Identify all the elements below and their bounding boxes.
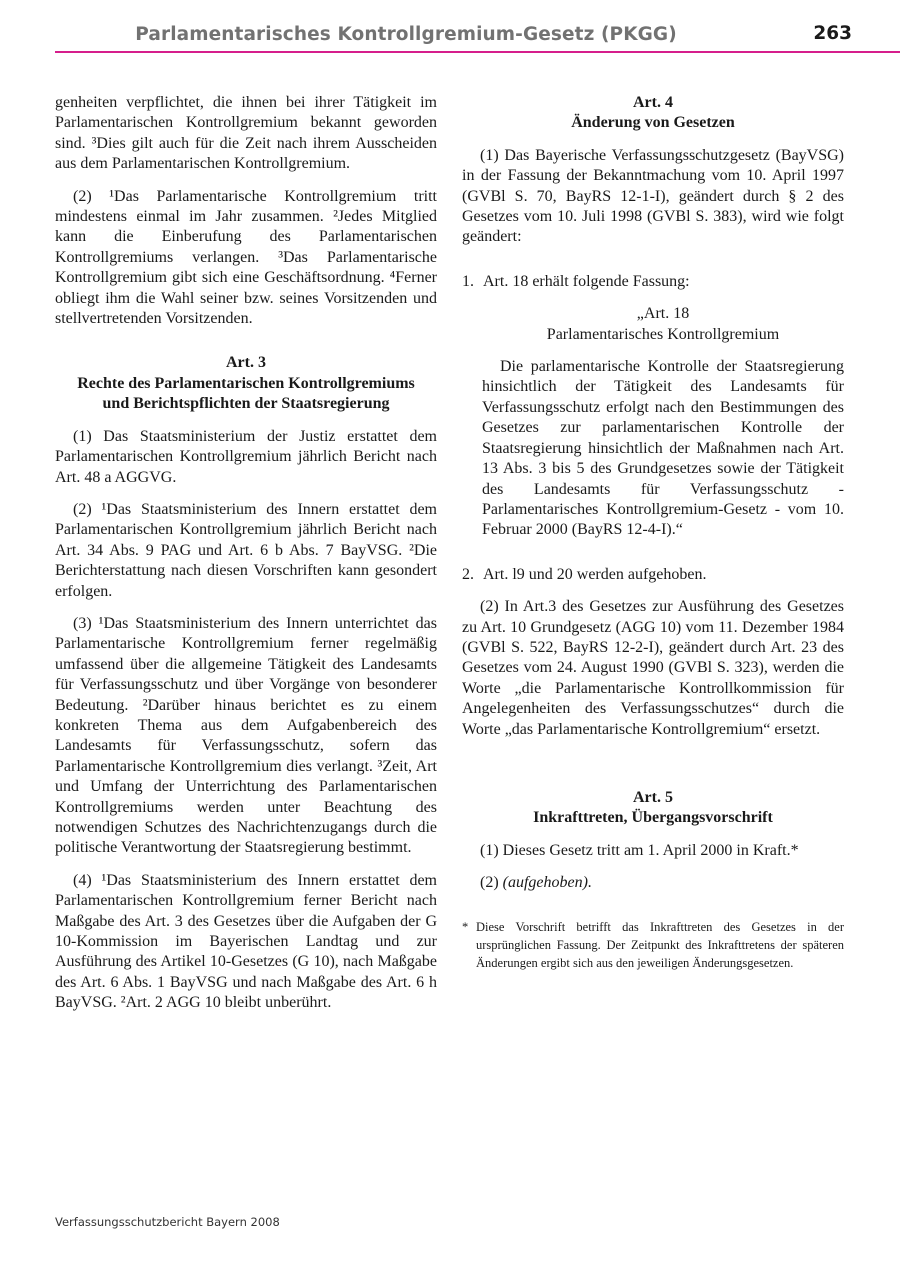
list-number: 1. [462,272,474,290]
list-text: Art. 18 erhält folgende Fassung: [483,272,690,290]
art3-title-line-1: Rechte des Parlamentarischen Kontrollgremiums [77,374,415,392]
art5-paragraph-1: (1) Dieses Gesetz tritt am 1. April 2000 in Kraft.* [480,841,799,859]
header-rule [55,51,900,53]
footnote-text: Diese Vorschrift betrifft das Inkrafttreten des Gesetzes in der ursprünglichen Fassung. Der Zeitpunkt des Inkrafttretens der späteren Änderungen ergibt sich aus den jeweiligen Änderungsgesetzen. [476,919,844,970]
art3-paragraph-3: (3) ¹Das Staatsministerium des Innern unterrichtet das Parlamentarische Kontrollgremium ferner regelmäßig umfassend über die allgemeine Tätigkeit des Landesamts für Verfassungsschutz und über Vorgänge von besonderer Bedeutung. ²Darüber hinaus berichtet es zu einem konkreten Thema aus dem Aufgabenbereich des Landesamts für Verfassungsschutz, sofern das Parlamentarische Kontrollgremium dies verlangt. ³Zeit, Art und Umfang der Unterrichtung des Parlamentarischen Kontrollgremiums werden unter Beachtung des notwendigen Schutzes des Nachrichtenzugangs durch die politische Verantwortung der Staatsregierung bestimmt. [55,614,437,857]
amendment-item-1 [462,272,844,292]
quoted-article-label: „Art. 18 [636,305,690,323]
art3-paragraph-4: (4) ¹Das Staatsministerium des Innern erstattet dem Parlamentarischen Kontrollgremium ferner Bericht nach Maßgabe des Art. 3 des Gesetzes über die Aufgaben der G 10-Kommission im Bayerischen Landtag und zur Ausführung des Artikel 10-Gesetzes (G 10), nach Maßgabe des Art. 6 Abs. 1 BayVSG und nach Maßgabe des Art. 6 h BayVSG. ²Art. 2 AGG 10 bleibt unberührt. [55,871,437,1012]
quoted-article [462,304,844,540]
quoted-article-text: Die parlamentarische Kontrolle der Staatsregierung hinsichtlich der Tätigkeit des Landesamts für Verfassungsschutz erfolgt nach den Bestimmungen des Gesetzes zur parlamentarischen Kontrolle der Staatsregierung hinsichtlich der Maßnahmen nach Art. 13 Abs. 3 bis 5 des Grundgesetzes sowie der Tätigkeit des Landesamts für Verfassungsschutz - Parlamentarisches Kontrollgremium-Gesetz - vom 10. Februar 2000 (BayRS 12-4-I).“ [482,358,844,539]
art4-paragraph-2: (2) In Art.3 des Gesetzes zur Ausführung des Gesetzes zu Art. 10 Grundgesetz (AGG 10) vom 11. Dezember 1984 (GVBl S. 522, BayRS 12-2-I), geändert durch Art. 23 des Gesetzes vom 24. August 1990 (GVBl S. 323), werden die Worte „die Parlamentarische Kontrollkommission für Angelegenheiten des Verfassungsschutzes“ durch die Worte „das Parlamentarische Kontrollgremium“ ersetzt. [462,598,844,738]
art5-paragraph-2 [462,873,844,893]
art5-title: Inkrafttreten, Übergangsvorschrift [533,809,773,827]
page-header [55,22,852,50]
list-number: 2. [462,565,474,583]
art4-label: Art. 4 [633,94,673,111]
art3-title-line-2: und Berichtspflichten der Staatsregierung [102,395,390,413]
art3-paragraph-1: (1) Das Staatsministerium der Justiz erstattet dem Parlamentarischen Kontrollgremium jährlich Bericht nach Art. 48 a AGGVG. [55,427,437,486]
page-number: 263 [813,23,852,44]
running-title: Parlamentarisches Kontrollgremium-Gesetz (PKGG) [135,24,677,45]
right-column [462,93,844,972]
art2-paragraph-2: (2) ¹Das Parlamentarische Kontrollgremium tritt mindestens einmal im Jahr zusammen. ²Jedes Mitglied kann die Einberufung des Parlamentarischen Kontrollgremiums verlangen. ³Das Parlamentarische Kontrollgremium gibt sich eine Geschäftsordnung. ⁴Ferner obliegt ihm die Wahl seiner bzw. seines Vorsitzenden und stellvertretenden Vorsitzenden. [55,187,437,328]
page-footer: Verfassungsschutzbericht Bayern 2008 [55,1215,280,1229]
art4-paragraph-1: (1) Das Bayerische Verfassungsschutzgesetz (BayVSG) in der Fassung der Bekanntmachung vom 10. April 1997 (GVBl S. 70, BayRS 12-1-I), geändert durch § 2 des Gesetzes vom 10. Juli 1998 (GVBl S. 383), wird wie folgt geändert: [462,146,844,246]
footnote [462,918,844,972]
art3-paragraph-2: (2) ¹Das Staatsministerium des Innern erstattet dem Parlamentarischen Kontrollgremium jährlich Bericht nach Art. 34 Abs. 9 PAG und Art. 6 b Abs. 7 BayVSG. ²Die Berichterstattung nach diesen Vorschriften kann gesondert erfolgen. [55,500,437,600]
paragraph-number: (2) [480,874,499,892]
left-column [55,93,437,1014]
footnote-mark: * [462,919,469,934]
list-text: Art. l9 und 20 werden aufgehoben. [483,565,707,583]
art4-title: Änderung von Gesetzen [571,114,735,132]
amendment-item-2 [462,565,844,585]
quoted-article-title: Parlamentarisches Kontrollgremium [546,325,780,343]
continued-paragraph: genheiten verpflichtet, die ihnen bei ihrer Tätigkeit im Parlamentarischen Kontrollgremium bekannt geworden sind. ³Dies gilt auch für die Zeit nach ihrem Ausscheiden aus dem Parlamentarischen Kontrollgremium. [55,94,437,173]
repealed-text: (aufgehoben). [502,874,592,892]
art3-label: Art. 3 [226,354,266,372]
art5-label: Art. 5 [633,788,673,806]
